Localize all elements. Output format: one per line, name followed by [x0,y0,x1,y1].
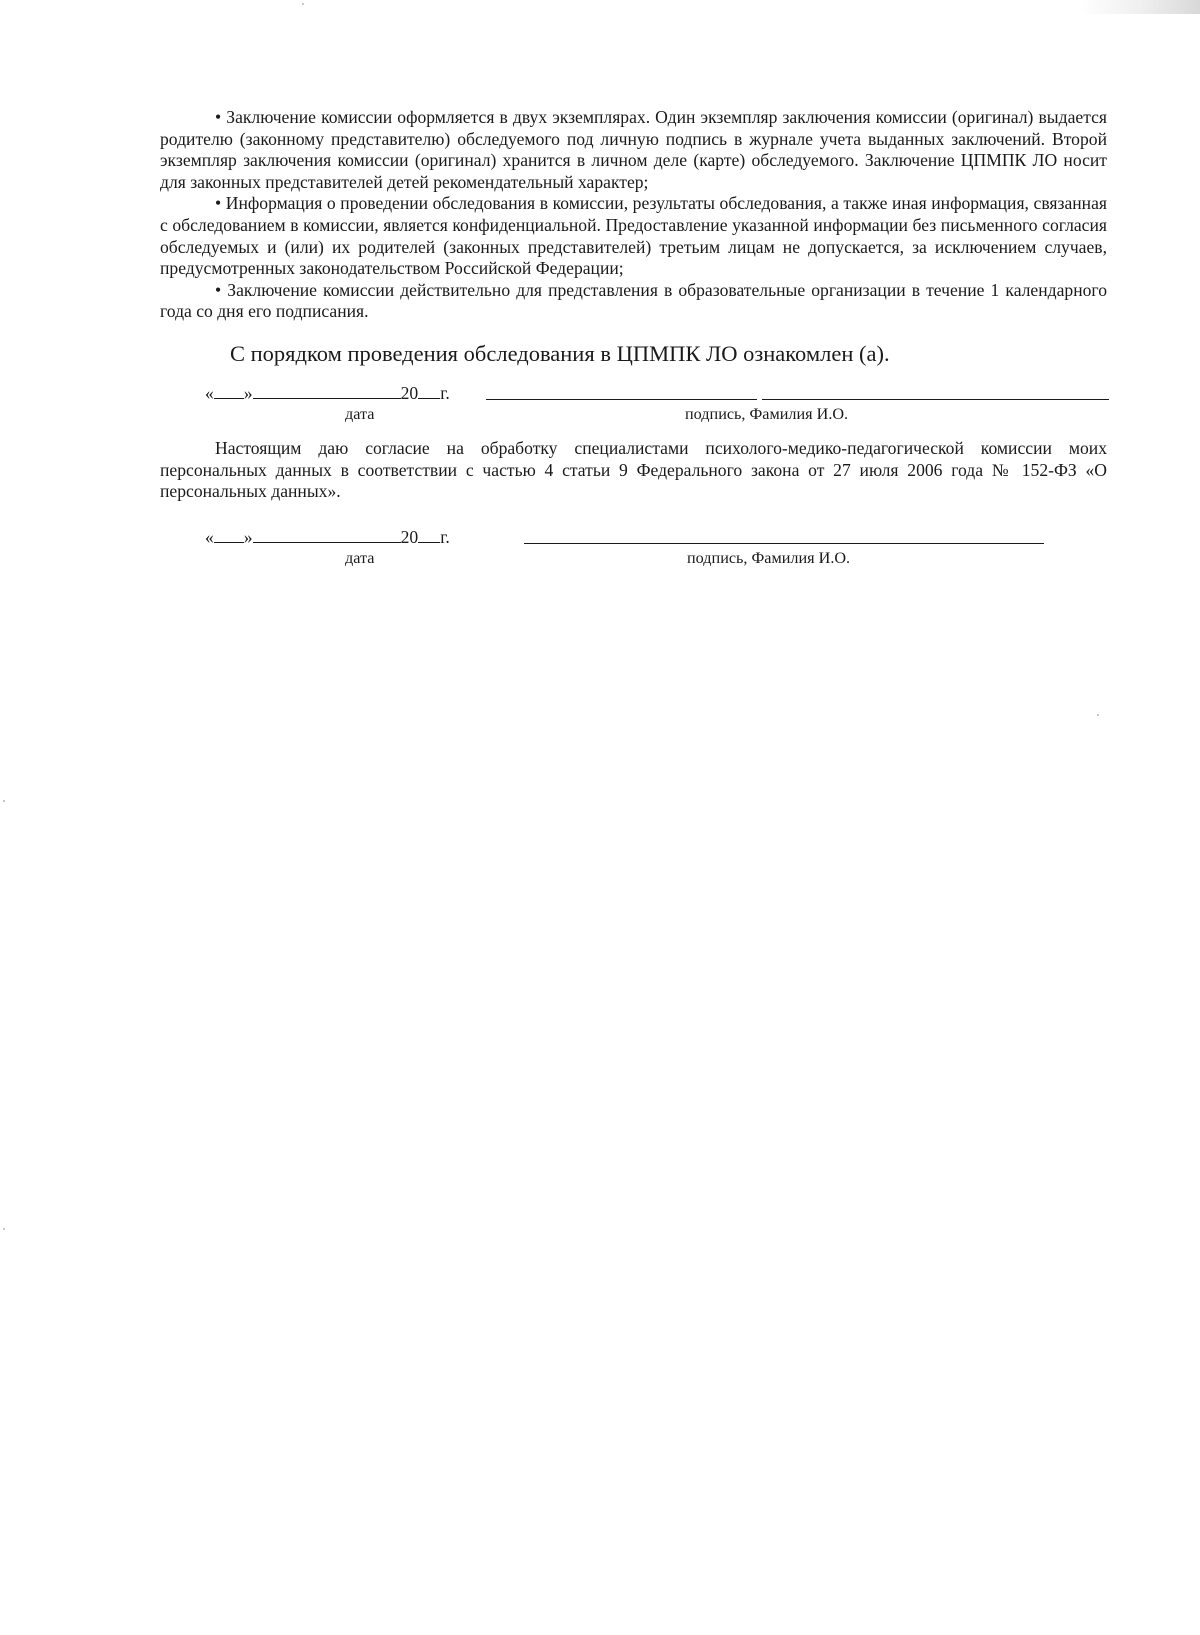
signature-line[interactable] [486,399,757,400]
month-blank[interactable] [253,526,401,543]
scan-speck [3,1228,5,1230]
bullet-item [160,193,1107,279]
date-field[interactable] [205,382,450,404]
signature-block-consent [160,526,1107,572]
name-line[interactable] [762,399,1109,400]
close-quote: » [243,382,253,403]
close-quote: » [243,526,253,547]
scan-edge-artifact [1080,0,1200,14]
open-quote: « [205,526,214,547]
bullet-marker: • [215,193,222,214]
date-caption: дата [345,548,375,567]
date-field[interactable] [205,526,450,548]
acknowledgment-statement: С порядком проведения обследования в ЦПМПК ЛО ознакомлен (а). [230,340,890,366]
year-prefix: 20 [400,382,419,403]
year-blank[interactable] [418,526,440,543]
day-blank[interactable] [214,382,244,399]
date-caption: дата [345,404,375,423]
open-quote: « [205,382,214,403]
signature-line[interactable] [524,543,1044,544]
month-blank[interactable] [253,382,401,399]
scan-speck [1097,714,1099,716]
year-suffix: г. [440,382,450,403]
bullet-text: Заключение комиссии оформляется в двух экземплярах. Один экземпляр заключения комиссии (оригинал) выдается родителю (законному представителю) обследуемого под личную подпись в журнале учета выданных заключений. Второй экземпляр заключения комиссии (оригинал) хранится в личном деле (карте) обследуемого. Заключение ЦПМПК ЛО носит для законных представителей детей рекомендательный характер; [160,107,1107,192]
scan-speck [3,800,5,802]
bullet-marker: • [215,107,222,127]
signature-block-acknowledgment [160,382,1107,428]
document-body [160,107,1107,572]
signature-caption: подпись, Фамилия И.О. [685,404,849,423]
year-suffix: г. [440,526,450,547]
year-blank[interactable] [418,382,440,399]
year-prefix: 20 [400,526,419,547]
consent-statement: Настоящим даю согласие на обработку специалистами психолого-медико-педагогической комиссии моих персональных данных в соответствии с частью 4 статьи 9 Федерального закона от 27 июля 2006 года № 152-ФЗ «О персональных данных». [160,437,1107,502]
bullet-item [160,107,1107,193]
day-blank[interactable] [214,526,244,543]
bullet-text: Заключение комиссии действительно для представления в образовательные организации в течение 1 календарного года со дня его подписания. [160,279,1107,322]
bullet-item [160,280,1107,323]
signature-caption: подпись, Фамилия И.О. [687,548,851,567]
bullet-text: Информация о проведении обследования в комиссии, результаты обследования, а также иная информация, связанная с обследованием в комиссии, является конфиденциальной. Предоставление указанной информации без письменного согласия обследуемых и (или) их родителей (законных представителей) третьим лицам не допускается, за исключением случаев, предусмотренных законодательством Российской Федерации; [160,193,1107,279]
scan-speck [302,3,304,5]
bullet-marker: • [215,279,222,300]
